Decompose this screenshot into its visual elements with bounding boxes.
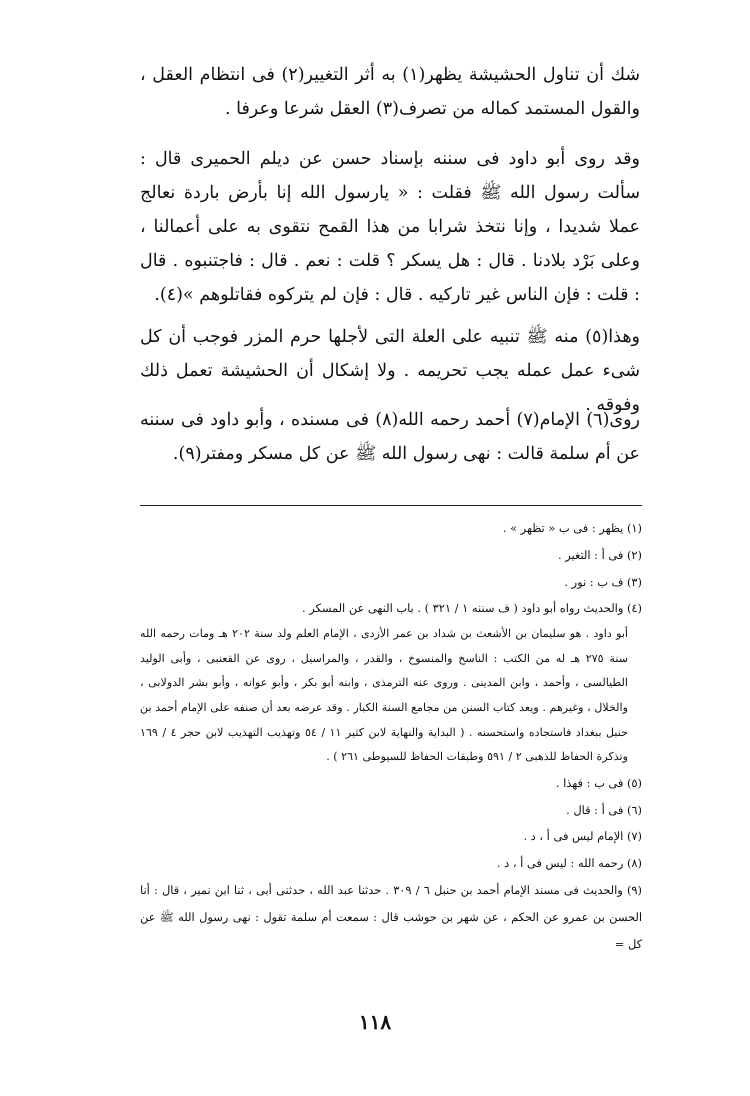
footnote-divider [140,505,642,506]
paragraph-text: شك أن تناول الحشيشة يظهر(١) به أثر التغيير(٢) فى انتظام العقل ، والقول المستمد كماله من تصرف(٣) العقل شرعا وعرفا . [140,65,640,119]
footnote-6: (٦) فى أ : قال . [566,802,642,817]
footnote-5: (٥) فى ب : فهذا . [555,775,642,790]
paragraph-2 [140,142,640,312]
footnote-2: (٢) فى أ : التغير . [558,547,642,562]
paragraph-text: روى(٦) الإمام(٧) أحمد رحمه الله(٨) فى مسنده ، وأبو داود فى سننه عن أم سلمة قالت : نهى رسول الله ﷺ عن كل مسكر ومفتر(٩). [140,410,640,464]
paragraph-4 [140,403,640,471]
footnote-1: (١) يظهر : فى ب « تظهر » . [502,521,642,535]
footnote-3: (٣) ف ب : نور . [564,574,642,589]
footnotes-section [140,515,642,957]
footnote-biography: أبو داود . هو سليمان بن الأشعث بن شداد بن عمر الأزدى ، الإمام العلم ولد سنة ٢٠٢ هـ ومات رحمه الله سنة ٢٧٥ هـ له من الكتب : الناسخ والمنسوخ ، والقدر ، والمراسيل ، روى عن القعنبى ، وأبى الوليد الطيالسى ، وأحمد ، وابن المدينى . وروى عنه الترمذى ، وابنه أبو بكر ، وأبو عوانه ، وأبو بشر الدولابى ، والخلال ، وغيرهم . ويعد كتاب السنن من مجامع السنة الكبار . وقد عرضه بعد أن صنفه على الإمام أحمد بن حنبل ببغداد فاستجاده واستحسنه . ( البداية والنهاية لابن كثير ١١ / ٥٤ وتهذيب التهذيب لابن حجر ٤ / ١٦٩ وتذكرة الحفاظ للذهبى ٢ / ٥٩١ وطبقات الحفاظ للسيوطى ٢٦١ ) . [140,627,629,764]
footnote-8: (٨) رحمه الله : ليس فى أ ، د . [496,856,642,871]
footnote-9: (٩) والحديث فى مسند الإمام أحمد بن حنبل ٦ / ٣٠٩ . حدثنا عبد الله ، حدثنى أبى ، ثنا ابن نمير ، قال : أنا الحسن بن عمرو عن الحكم ، عن شهر بن حوشب قال : سمعت أم سلمة تقول : نهى رسول الله ﷺ عن كل = [140,882,642,951]
paragraph-text: وقد روى أبو داود فى سننه بإسناد حسن عن ديلم الحميرى قال : سألت رسول الله ﷺ فقلت : « يارسول الله إنا بأرض باردة نعالج عملا شديدا ، وإنا نتخذ شرابا من هذا القمح نتقوى به على أعمالنا ، وعلى بَرْد بلادنا . قال : هل يسكر ؟ قلت : نعم . قال : فاجتنبوه . قال : قلت : فإن الناس غير تاركيه . قال : فإن لم يتركوه فقاتلوهم »(٤). [140,149,640,305]
paragraph-1 [140,58,640,126]
page-number: ١١٨ [358,1010,392,1034]
paragraph-text: وهذا(٥) منه ﷺ تنبيه على العلة التى لأجلها حرم المزر فوجب أن كل شىء عمل عمله يجب تحريمه . ولا إشكال أن الحشيشة تعمل ذلك وفوقه . [140,327,640,415]
footnote-4: (٤) والحديث رواه أبو داود ( ف سننه ١ / ٣٢١ ) . باب النهى عن المسكر . [302,601,642,616]
footnote-7: (٧) الإمام ليس فى أ ، د . [523,829,642,844]
